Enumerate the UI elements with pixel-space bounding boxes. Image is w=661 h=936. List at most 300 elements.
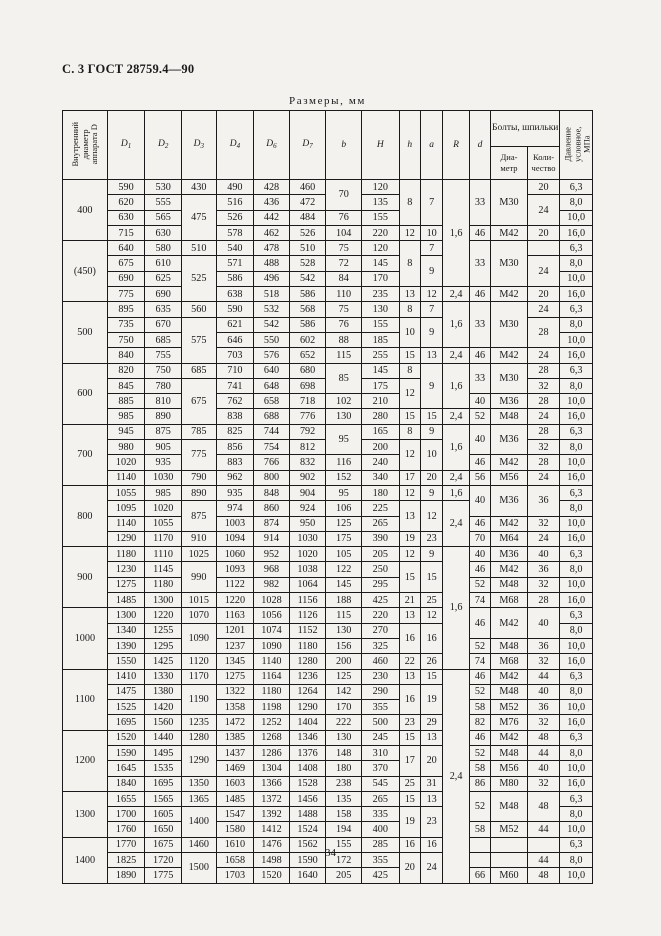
cell-d: 74: [469, 593, 490, 608]
table-row: [63, 287, 593, 302]
cell-a: 24: [420, 853, 442, 884]
cell-a: 9: [420, 363, 442, 409]
cell-R: 2,4: [443, 287, 469, 302]
cell-D3: 1500: [181, 853, 216, 884]
cell-b: 175: [326, 531, 362, 546]
cell-D6: 640: [254, 363, 290, 378]
cell-n: 48: [527, 791, 560, 822]
cell-D6: 1286: [254, 745, 290, 760]
table-row: [63, 485, 593, 500]
cell-D7: 812: [289, 440, 326, 455]
cell-H: 285: [361, 837, 399, 852]
table-row: [63, 547, 593, 562]
cell-p: 16,0: [560, 531, 593, 546]
cell-d: 46: [469, 608, 490, 639]
cell-D1: 1825: [107, 853, 145, 868]
col-header-bolts: Болты, шпильки: [491, 111, 560, 147]
cell-h: 15: [399, 409, 420, 424]
cell-D2: 565: [145, 210, 182, 225]
cell-H: 210: [361, 394, 399, 409]
cell-D1: 1700: [107, 807, 145, 822]
cell-H: 145: [361, 363, 399, 378]
dimensions-table: [62, 110, 593, 884]
cell-D6: 518: [254, 287, 290, 302]
cell-h: 8: [399, 302, 420, 317]
cell-p: 8,0: [560, 440, 593, 455]
cell-D3: 1280: [181, 730, 216, 745]
cell-n: 44: [527, 822, 560, 837]
cell-D1: 895: [107, 302, 145, 317]
cell-d: 40: [469, 424, 490, 455]
cell-D6: 982: [254, 577, 290, 592]
cell-D4: 1220: [216, 593, 254, 608]
cell-D2: 1560: [145, 715, 182, 730]
cell-p: 10,0: [560, 700, 593, 715]
cell-n: 40: [527, 608, 560, 639]
cell-h: 8: [399, 424, 420, 439]
cell-a: 13: [420, 791, 442, 806]
cell-D7: 542: [289, 271, 326, 286]
cell-p: 10,0: [560, 822, 593, 837]
cell-d: 70: [469, 531, 490, 546]
cell-D2: 690: [145, 287, 182, 302]
cell-M: M42: [491, 730, 528, 745]
cell-D1: 1890: [107, 868, 145, 883]
cell-H: 460: [361, 654, 399, 669]
cell-b: 76: [326, 210, 362, 225]
cell-H: 500: [361, 715, 399, 730]
cell-D1: 750: [107, 332, 145, 347]
cell-H: 425: [361, 593, 399, 608]
cell-H: 145: [361, 256, 399, 271]
cell-D: 700: [63, 424, 108, 485]
cell-D6: 744: [254, 424, 290, 439]
cell-p: 10,0: [560, 638, 593, 653]
cell-b: 180: [326, 761, 362, 776]
cell-a: 15: [420, 409, 442, 424]
cell-n: 32: [527, 516, 560, 531]
cell-R: 1,6: [443, 363, 469, 409]
table-row: [63, 791, 593, 806]
cell-D3: 575: [181, 317, 216, 363]
cell-d: 46: [469, 225, 490, 240]
cell-D2: 1030: [145, 470, 182, 485]
cell-p: 8,0: [560, 256, 593, 271]
cell-D1: 1055: [107, 485, 145, 500]
cell-D7: 776: [289, 409, 326, 424]
cell-H: 355: [361, 700, 399, 715]
cell-D2: 1650: [145, 822, 182, 837]
cell-M: M30: [491, 180, 528, 226]
cell-b: 95: [326, 424, 362, 455]
cell-H: 200: [361, 440, 399, 455]
cell-D7: 1264: [289, 684, 326, 699]
cell-D4: 1060: [216, 547, 254, 562]
cell-h: 20: [399, 853, 420, 884]
cell-p: 6,3: [560, 730, 593, 745]
table-row: [63, 638, 593, 653]
cell-D4: 1275: [216, 669, 254, 684]
cell-D3: 1120: [181, 654, 216, 669]
cell-D4: 586: [216, 271, 254, 286]
cell-D7: 1126: [289, 608, 326, 623]
cell-p: 16,0: [560, 593, 593, 608]
cell-D1: 1230: [107, 562, 145, 577]
cell-D6: 688: [254, 409, 290, 424]
cell-a: 20: [420, 745, 442, 776]
cell-D6: 428: [254, 180, 290, 195]
cell-a: 9: [420, 317, 442, 348]
cell-D2: 685: [145, 332, 182, 347]
cell-D2: 905: [145, 440, 182, 455]
table-row: [63, 409, 593, 424]
table-row: [63, 776, 593, 791]
cell-D1: 885: [107, 394, 145, 409]
cell-D2: 1720: [145, 853, 182, 868]
cell-D1: 1140: [107, 470, 145, 485]
cell-h: 16: [399, 684, 420, 715]
cell-D7: 1064: [289, 577, 326, 592]
cell-H: 355: [361, 853, 399, 868]
cell-D7: 1488: [289, 807, 326, 822]
cell-b: 85: [326, 363, 362, 394]
cell-R: 2,4: [443, 409, 469, 424]
cell-D2: 1605: [145, 807, 182, 822]
cell-M: M42: [491, 516, 528, 531]
cell-D4: 540: [216, 241, 254, 256]
cell-h: 12: [399, 225, 420, 240]
cell-D7: 904: [289, 485, 326, 500]
cell-p: 6,3: [560, 424, 593, 439]
cell-D6: 1412: [254, 822, 290, 837]
cell-D3: 1460: [181, 837, 216, 852]
cell-D2: 1300: [145, 593, 182, 608]
cell-R: 2,4: [443, 470, 469, 485]
cell-D: 1400: [63, 837, 108, 883]
cell-D4: 962: [216, 470, 254, 485]
cell-D7: 902: [289, 470, 326, 485]
cell-h: 22: [399, 654, 420, 669]
cell-D1: 1300: [107, 608, 145, 623]
cell-D6: 848: [254, 485, 290, 500]
cell-a: 23: [420, 807, 442, 838]
cell-d: 52: [469, 409, 490, 424]
cell-R: 2,4: [443, 501, 469, 547]
cell-D2: 1535: [145, 761, 182, 776]
cell-D7: 510: [289, 241, 326, 256]
cell-D6: 576: [254, 348, 290, 363]
cell-D4: 1603: [216, 776, 254, 791]
cell-D3: 675: [181, 378, 216, 424]
cell-n: 40: [527, 684, 560, 699]
cell-M: M36: [491, 547, 528, 562]
cell-D2: 530: [145, 180, 182, 195]
cell-D1: 715: [107, 225, 145, 240]
cell-D4: 638: [216, 287, 254, 302]
table-row: [63, 470, 593, 485]
cell-M: M48: [491, 791, 528, 822]
cell-b: 75: [326, 241, 362, 256]
cell-D4: 825: [216, 424, 254, 439]
cell-a: 15: [420, 562, 442, 593]
cell-D7: 472: [289, 195, 326, 210]
cell-D1: 590: [107, 180, 145, 195]
col-header-pressure: Давление условное, МПа: [560, 111, 593, 180]
cell-p: 16,0: [560, 348, 593, 363]
cell-D6: 648: [254, 378, 290, 393]
cell-D4: 1093: [216, 562, 254, 577]
cell-a: 16: [420, 623, 442, 654]
cell-D1: 1410: [107, 669, 145, 684]
cell-a: 7: [420, 241, 442, 256]
cell-p: 16,0: [560, 225, 593, 240]
cell-D7: 680: [289, 363, 326, 378]
cell-n: 28: [527, 394, 560, 409]
cell-b: 106: [326, 501, 362, 516]
cell-M: M48: [491, 745, 528, 760]
cell-D6: 1476: [254, 837, 290, 852]
cell-n: 28: [527, 424, 560, 439]
cell-D6: 914: [254, 531, 290, 546]
cell-H: 280: [361, 409, 399, 424]
cell-D1: 1760: [107, 822, 145, 837]
cell-p: 16,0: [560, 470, 593, 485]
col-header-R: R: [443, 111, 469, 180]
cell-D4: 741: [216, 378, 254, 393]
cell-b: 172: [326, 853, 362, 868]
cell-D6: 1498: [254, 853, 290, 868]
cell-D2: 1420: [145, 700, 182, 715]
cell-M: M42: [491, 608, 528, 639]
cell-D3: 1170: [181, 669, 216, 684]
cell-D2: 1675: [145, 837, 182, 852]
cell-D6: 1268: [254, 730, 290, 745]
cell-D4: 1610: [216, 837, 254, 852]
cell-H: 170: [361, 271, 399, 286]
cell-D7: 1180: [289, 638, 326, 653]
cell-n: 36: [527, 562, 560, 577]
cell-n: 32: [527, 577, 560, 592]
cell-H: 235: [361, 287, 399, 302]
cell-b: 122: [326, 562, 362, 577]
table-row: [63, 455, 593, 470]
cell-b: 194: [326, 822, 362, 837]
cell-n: 36: [527, 638, 560, 653]
table-row: [63, 516, 593, 531]
cell-h: 17: [399, 470, 420, 485]
cell-b: 104: [326, 225, 362, 240]
table-row: [63, 562, 593, 577]
cell-D7: 718: [289, 394, 326, 409]
cell-D3: 475: [181, 195, 216, 241]
cell-d: 52: [469, 577, 490, 592]
cell-D7: 1030: [289, 531, 326, 546]
cell-b: 155: [326, 837, 362, 852]
cell-h: 13: [399, 287, 420, 302]
table-row: [63, 225, 593, 240]
cell-D7: 1236: [289, 669, 326, 684]
cell-D2: 635: [145, 302, 182, 317]
cell-p: 10,0: [560, 868, 593, 883]
cell-M: M60: [491, 868, 528, 883]
cell-h: 17: [399, 745, 420, 776]
cell-D6: 1028: [254, 593, 290, 608]
cell-D6: 1056: [254, 608, 290, 623]
cell-p: 10,0: [560, 516, 593, 531]
cell-n: 44: [527, 669, 560, 684]
cell-d: 33: [469, 363, 490, 394]
cell-a: 9: [420, 424, 442, 439]
cell-n: [527, 241, 560, 256]
cell-M: M36: [491, 424, 528, 455]
cell-M: M42: [491, 348, 528, 363]
cell-h: 13: [399, 669, 420, 684]
cell-d: 52: [469, 684, 490, 699]
cell-n: 36: [527, 485, 560, 516]
cell-b: 152: [326, 470, 362, 485]
cell-M: M36: [491, 394, 528, 409]
cell-p: 8,0: [560, 501, 593, 516]
cell-D: 600: [63, 363, 108, 424]
cell-h: 23: [399, 715, 420, 730]
cell-D7: 792: [289, 424, 326, 439]
cell-D2: 1145: [145, 562, 182, 577]
cell-p: 6,3: [560, 837, 593, 852]
cell-D2: 1330: [145, 669, 182, 684]
table-row: [63, 302, 593, 317]
cell-D4: 516: [216, 195, 254, 210]
cell-n: 32: [527, 654, 560, 669]
cell-p: 6,3: [560, 302, 593, 317]
cell-D1: 620: [107, 195, 145, 210]
cell-d: 46: [469, 348, 490, 363]
cell-n: 44: [527, 745, 560, 760]
table-row: [63, 241, 593, 256]
table-row: [63, 700, 593, 715]
cell-p: 6,3: [560, 180, 593, 195]
cell-D2: 1425: [145, 654, 182, 669]
cell-D: 400: [63, 180, 108, 241]
cell-D3: 990: [181, 562, 216, 593]
cell-M: M80: [491, 776, 528, 791]
cell-D4: 1163: [216, 608, 254, 623]
cell-D6: 1372: [254, 791, 290, 806]
cell-d: 52: [469, 638, 490, 653]
cell-R: 1,6: [443, 302, 469, 348]
cell-H: 245: [361, 730, 399, 745]
cell-D6: 800: [254, 470, 290, 485]
cell-D2: 625: [145, 271, 182, 286]
cell-H: 290: [361, 684, 399, 699]
cell-n: 40: [527, 761, 560, 776]
cell-h: 15: [399, 791, 420, 806]
cell-n: 24: [527, 348, 560, 363]
cell-b: 156: [326, 638, 362, 653]
cell-D1: 1140: [107, 516, 145, 531]
cell-D2: 1565: [145, 791, 182, 806]
cell-d: 40: [469, 485, 490, 516]
cell-H: 240: [361, 455, 399, 470]
cell-d: 46: [469, 730, 490, 745]
table-row: [63, 868, 593, 883]
cell-M: M76: [491, 715, 528, 730]
cell-d: 58: [469, 761, 490, 776]
cell-D4: 646: [216, 332, 254, 347]
cell-D4: 762: [216, 394, 254, 409]
cell-D7: 1404: [289, 715, 326, 730]
cell-b: 222: [326, 715, 362, 730]
cell-D1: 1475: [107, 684, 145, 699]
table-row: [63, 669, 593, 684]
col-header-H: H: [361, 111, 399, 180]
cell-D2: 630: [145, 225, 182, 240]
cell-D2: 1380: [145, 684, 182, 699]
cell-D1: 1525: [107, 700, 145, 715]
cell-d: 66: [469, 868, 490, 883]
cell-b: 148: [326, 745, 362, 760]
cell-D1: 1520: [107, 730, 145, 745]
cell-R: 1,6: [443, 180, 469, 287]
cell-n: 24: [527, 302, 560, 317]
cell-D1: 1550: [107, 654, 145, 669]
cell-p: 6,3: [560, 485, 593, 500]
cell-b: 76: [326, 317, 362, 332]
cell-D4: 974: [216, 501, 254, 516]
col-header-d1: $D_1$: [107, 111, 145, 180]
cell-D2: 875: [145, 424, 182, 439]
cell-n: 20: [527, 180, 560, 195]
cell-D2: 1255: [145, 623, 182, 638]
cell-b: 130: [326, 623, 362, 638]
cell-a: 26: [420, 654, 442, 669]
cell-D6: 1164: [254, 669, 290, 684]
cell-D7: 1376: [289, 745, 326, 760]
col-header-a: a: [420, 111, 442, 180]
cell-b: 125: [326, 669, 362, 684]
cell-D2: 780: [145, 378, 182, 393]
cell-D4: 1703: [216, 868, 254, 883]
cell-D6: 1392: [254, 807, 290, 822]
cell-n: 28: [527, 593, 560, 608]
cell-d: 46: [469, 287, 490, 302]
cell-D2: 755: [145, 348, 182, 363]
cell-h: 12: [399, 440, 420, 471]
cell-d: 40: [469, 394, 490, 409]
cell-D1: 845: [107, 378, 145, 393]
col-header-d6: $D_6$: [254, 111, 290, 180]
cell-d: 33: [469, 302, 490, 348]
cell-b: 238: [326, 776, 362, 791]
cell-b: 115: [326, 348, 362, 363]
cell-n: 44: [527, 853, 560, 868]
cell-D7: 1346: [289, 730, 326, 745]
cell-D4: 838: [216, 409, 254, 424]
table-row: [63, 394, 593, 409]
cell-D7: 1152: [289, 623, 326, 638]
table-row: [63, 348, 593, 363]
cell-M: M52: [491, 822, 528, 837]
table-row: [63, 531, 593, 546]
cell-n: 24: [527, 470, 560, 485]
cell-h: 10: [399, 317, 420, 348]
table-row: [63, 577, 593, 592]
cell-D3: 430: [181, 180, 216, 195]
cell-M: M36: [491, 485, 528, 516]
cell-p: 8,0: [560, 378, 593, 393]
cell-h: 25: [399, 776, 420, 791]
cell-D3: 890: [181, 485, 216, 500]
cell-D3: 910: [181, 531, 216, 546]
